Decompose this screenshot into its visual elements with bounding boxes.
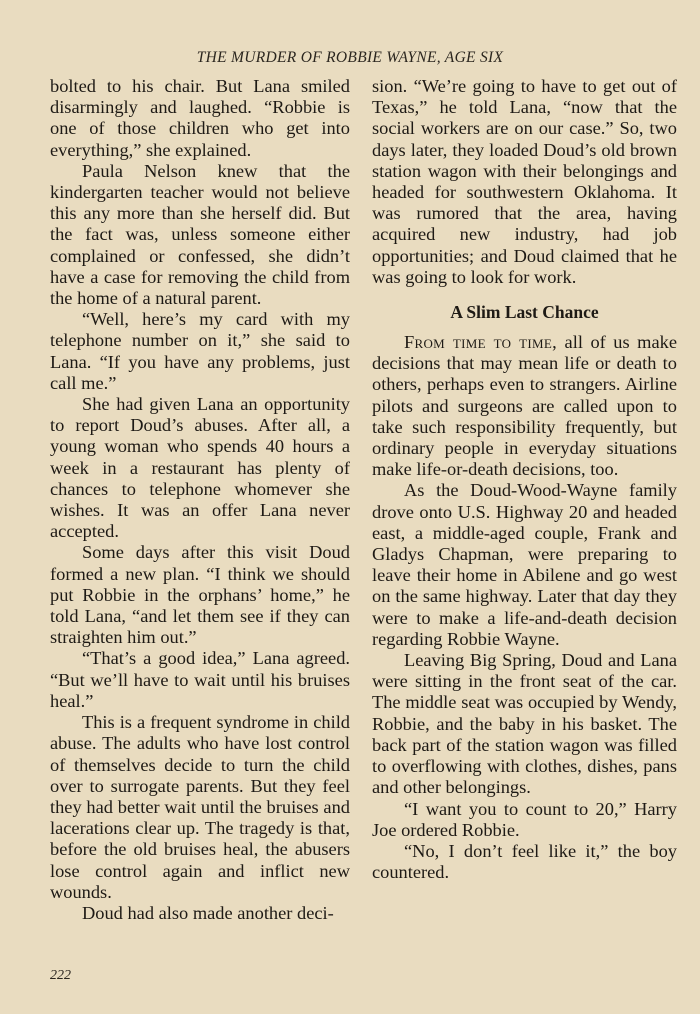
- paragraph: sion. “We’re going to have to get out of Texas,” he told Lana, “now that the social workers are on our case.” So, two days later, they loaded Doud’s old brown station wagon with their belongings and headed for southwestern Oklahoma. It was rumored that the area, having acquired new industry, had job opportunities; and Doud claimed that he was going to look for work.: [372, 76, 677, 287]
- lead-in-smallcaps: From time to time,: [404, 332, 558, 353]
- page-number: 222: [50, 968, 71, 983]
- paragraph: As the Doud-Wood-Wayne family drove onto U.S. Highway 20 and headed east, a middle-aged couple, Frank and Gladys Chapman, were preparing to leave their home in Abilene and go west on the same highway. Later that day they were to make a life-and-death decision regarding Robbie Wayne.: [372, 480, 677, 649]
- paragraph: Doud had also made another deci-: [82, 902, 334, 923]
- paragraph: Paula Nelson knew that the kindergarten teacher would not believe this any more than she herself did. But the fact was, unless someone either complained or confessed, she didn’t have a case for removing the child from the home of a natural parent.: [50, 160, 350, 309]
- left-column: [50, 76, 350, 924]
- paragraph: “That’s a good idea,” Lana agreed. “But we’ll have to wait until his bruises heal.”: [50, 648, 350, 711]
- paragraph: “Well, here’s my card with my telephone number on it,” she said to Lana. “If you have any problems, just call me.”: [50, 309, 350, 393]
- paragraph: bolted to his chair. But Lana smiled disarmingly and laughed. “Robbie is one of those children who get into everything,” she explained.: [50, 76, 350, 160]
- paragraph: “No, I don’t feel like it,” the boy countered.: [372, 840, 677, 883]
- paragraph: This is a frequent syndrome in child abuse. The adults who have lost control of themselves decide to turn the child over to surrogate parents. But they feel they had better wait until the bruises and lacerations clear up. The tragedy is that, before the old bruises heal, the abusers lose control again and inflict new wounds.: [50, 712, 350, 902]
- lead-paragraph: [372, 332, 677, 480]
- section-subheading: A Slim Last Chance: [450, 302, 599, 323]
- lead-in-rest: all of us make decisions that may mean life or death to others, perhaps even to strangers. Airline pilots and surgeons are called upon to take such responsibility frequently, but ordinary people in everyday situations make life-or-death decisions, too.: [372, 332, 677, 480]
- running-header: THE MURDER OF ROBBIE WAYNE, AGE SIX: [196, 49, 504, 66]
- paragraph: “I want you to count to 20,” Harry Joe ordered Robbie.: [372, 798, 677, 840]
- right-column: [372, 76, 677, 883]
- paragraph: She had given Lana an opportunity to report Doud’s abuses. After all, a young woman who spends 40 hours a week in a restaurant has plenty of chances to telephone whomever she wishes. It was an offer Lana never accepted.: [50, 394, 350, 542]
- paragraph: Leaving Big Spring, Doud and Lana were sitting in the front seat of the car. The middle seat was occupied by Wendy, Robbie, and the baby in his basket. The back part of the station wagon was filled to overflowing with clothes, dishes, pans and other belongings.: [372, 650, 677, 798]
- paragraph: Some days after this visit Doud formed a new plan. “I think we should put Robbie in the orphans’ home,” he told Lana, “and let them see if they can straighten him out.”: [50, 542, 350, 648]
